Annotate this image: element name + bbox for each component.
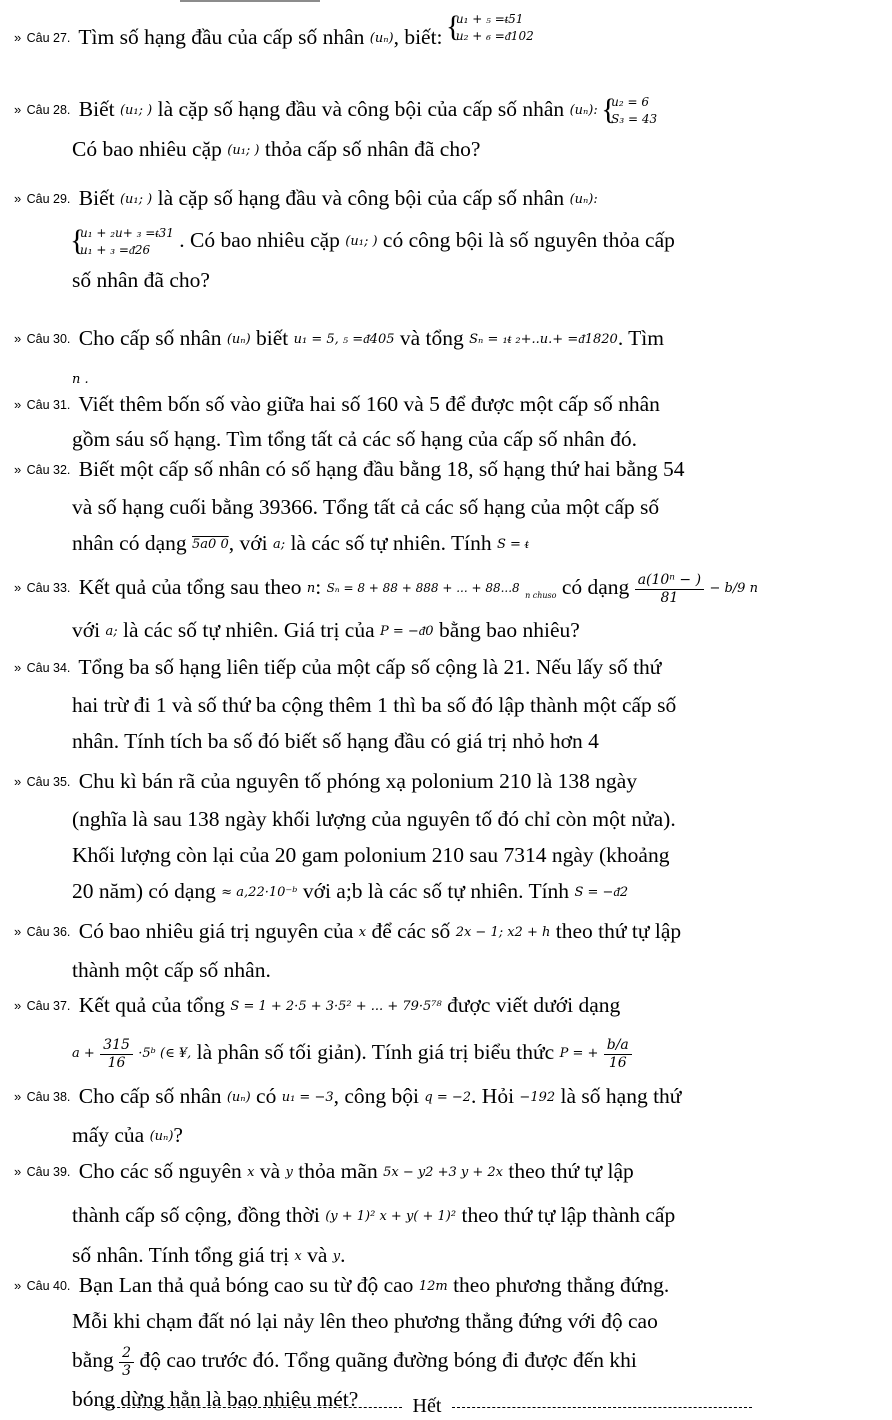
question-36 — [14, 912, 858, 988]
math-expr: x — [358, 925, 367, 940]
question-28 — [14, 90, 858, 170]
question-text: bóng dừng hẳn là bao nhiêu mét? — [72, 1387, 359, 1411]
math-expr: S = 1 + 2·5 + 3·5² + ... + 79·5⁷⁸ — [230, 999, 442, 1014]
fraction — [635, 572, 704, 607]
question-number: Câu 39. — [26, 1165, 71, 1179]
question-text: Kết quả của tổng sau theo — [78, 575, 302, 599]
bullet-icon: » — [14, 1278, 22, 1293]
equation-system — [448, 11, 534, 45]
question-text: với — [72, 618, 101, 642]
question-text: và — [307, 1243, 328, 1267]
question-number: Câu 32. — [26, 463, 71, 477]
math-expr: y — [285, 1165, 293, 1180]
cropped-heading-remnant — [180, 0, 320, 8]
question-27 — [14, 12, 858, 58]
math-expr: S = −ᵭ2 — [574, 885, 629, 900]
math-expr: (uₙ): — [569, 103, 598, 118]
question-number: Câu 34. — [26, 661, 71, 675]
math-expr: u₁ = −3 — [281, 1090, 334, 1105]
math-expr: −192 — [519, 1090, 556, 1105]
math-expr: P = −ᵭ0 — [380, 624, 434, 639]
math-subscript: n chuso — [525, 591, 557, 600]
question-32 — [14, 450, 858, 563]
math-expr: x — [294, 1249, 302, 1264]
question-text: được viết dưới dạng — [447, 993, 621, 1017]
question-text: có — [256, 1084, 277, 1108]
question-number: Câu 33. — [26, 581, 71, 595]
question-text: . Tìm — [617, 326, 665, 350]
math-expr: (u₁; ) — [227, 143, 260, 158]
math-expr: ·5ᵇ (∈ ¥, — [138, 1046, 192, 1061]
question-text: thành một cấp số nhân. — [72, 958, 271, 982]
question-text: Tổng ba số hạng liên tiếp của một cấp số cộng là 21. Nếu lấy số thứ — [78, 655, 662, 679]
math-expr: a; — [105, 624, 118, 639]
fraction-denominator: 16 — [608, 1054, 627, 1071]
question-text: Có bao nhiêu cặp — [72, 137, 222, 161]
question-text: thỏa cấp số nhân đã cho? — [264, 137, 481, 161]
question-text: số nhân. Tính tổng giá trị — [72, 1243, 289, 1267]
question-text: , với — [228, 531, 268, 555]
question-text: là cặp số hạng đầu và công bội của cấp số nhân — [157, 97, 565, 121]
bullet-icon: » — [14, 191, 22, 206]
math-expr: q = −2 — [424, 1090, 472, 1105]
question-number: Câu 38. — [26, 1090, 71, 1104]
question-text: là các số tự nhiên. Tính — [290, 531, 492, 555]
fraction — [604, 1037, 632, 1072]
math-expr: (u₁; ) — [345, 234, 378, 249]
math-expr: (uₙ) — [369, 31, 394, 46]
math-expr: a + — [72, 1046, 95, 1061]
question-text: Cho cấp số nhân — [78, 326, 222, 350]
question-text: Tìm số hạng đầu của cấp số nhân — [78, 25, 365, 49]
math-expr: u₁ = 5, ₅ =ᵭ405 — [293, 332, 395, 347]
question-number: Câu 27. — [26, 31, 71, 45]
math-expr: (u₁; ) — [119, 192, 153, 207]
math-expr: ≈ a,22·10⁻ᵇ — [221, 885, 298, 900]
question-text: (nghĩa là sau 138 ngày khối lượng của nguyên tố đó chỉ còn một nửa). — [72, 807, 676, 831]
fraction-denominator: 3 — [122, 1362, 132, 1379]
question-29 — [14, 179, 858, 299]
question-text: theo thứ tự lập thành cấp — [461, 1203, 676, 1227]
question-text: . — [340, 1243, 346, 1267]
bullet-icon: » — [14, 580, 22, 595]
math-expr: P = + — [559, 1046, 599, 1061]
bullet-icon: » — [14, 1164, 22, 1179]
bullet-icon: » — [14, 1089, 22, 1104]
question-text: có dạng — [561, 575, 630, 599]
bullet-icon: » — [14, 998, 22, 1013]
question-text: có công bội là số nguyên thỏa cấp — [382, 228, 675, 252]
question-number: Câu 31. — [26, 398, 71, 412]
math-expr: x — [247, 1165, 255, 1180]
question-text: Mỗi khi chạm đất nó lại nảy lên theo phương thẳng đứng với độ cao — [72, 1309, 658, 1333]
math-expr: − b/9 n — [709, 581, 758, 596]
math-expr: (uₙ) — [226, 332, 251, 347]
question-text: và tổng — [399, 326, 464, 350]
bullet-icon: » — [14, 924, 22, 939]
question-39 — [14, 1152, 858, 1272]
question-text: Có bao nhiêu giá trị nguyên của — [78, 919, 354, 943]
equation-line: S₃ = 43 — [611, 112, 658, 127]
question-38 — [14, 1077, 858, 1155]
math-expr: (u₁; ) — [119, 103, 153, 118]
question-text: : — [315, 575, 322, 599]
question-text: là số hạng thứ — [560, 1084, 682, 1108]
equation-line: u₁ + ₃ =ᵭ26 — [80, 243, 151, 258]
bullet-icon: » — [14, 102, 22, 117]
math-expr: y — [332, 1249, 341, 1264]
bullet-icon: » — [14, 30, 22, 45]
math-expr: Sₙ = 8 + 88 + 888 + ... + 88...8 — [326, 581, 520, 595]
math-expr: (uₙ) — [149, 1129, 174, 1144]
question-number: Câu 30. — [26, 332, 71, 346]
question-text: Kết quả của tổng — [78, 993, 226, 1017]
math-expr: 2x − 1; x2 + h — [455, 925, 551, 940]
math-expr: S = ᵵ — [496, 537, 529, 552]
math-expr: 12m — [418, 1279, 448, 1294]
equation-line: { u₁ + ₂u+ ₃ =ᵵ31 — [80, 226, 174, 241]
question-text: bằng — [72, 1348, 114, 1372]
question-text: nhân. Tính tích ba số đó biết số hạng đầu có giá trị nhỏ hơn 4 — [72, 729, 599, 753]
bullet-icon: » — [14, 774, 22, 789]
question-text: Khối lượng còn lại của 20 gam polonium 210 sau 7314 ngày (khoảng — [72, 843, 670, 867]
question-text: Cho các số nguyên — [78, 1159, 242, 1183]
question-31 — [14, 385, 858, 454]
equation-line: { u₂ = 6 — [611, 95, 649, 110]
bullet-icon: » — [14, 462, 22, 477]
question-35 — [14, 762, 858, 911]
question-34 — [14, 648, 858, 759]
question-text: là các số tự nhiên. Giá trị của — [122, 618, 375, 642]
fraction-numerator: 315 — [100, 1037, 133, 1055]
question-text: mấy của — [72, 1123, 145, 1147]
question-37 — [14, 986, 858, 1080]
question-text: ? — [173, 1123, 183, 1147]
fraction-numerator: 2 — [119, 1345, 134, 1363]
question-text: với a;b là các số tự nhiên. Tính — [302, 879, 570, 903]
question-text: là cặp số hạng đầu và công bội của cấp số nhân — [157, 186, 565, 210]
question-text: Biết — [78, 97, 115, 121]
question-text: thỏa mãn — [298, 1159, 378, 1183]
question-number: Câu 37. — [26, 999, 71, 1013]
question-text: bằng bao nhiêu? — [438, 618, 580, 642]
end-marker — [80, 1392, 774, 1420]
question-text: Viết thêm bốn số vào giữa hai số 160 và 5 để được một cấp số nhân — [78, 392, 660, 416]
question-text: là phân số tối giản). Tính giá trị biểu thức — [196, 1040, 555, 1064]
math-expr: (uₙ): — [569, 192, 598, 207]
math-expr: a; — [272, 537, 286, 552]
question-text: theo phương thẳng đứng. — [453, 1273, 670, 1297]
question-text: gồm sáu số hạng. Tìm tổng tất cả các số hạng của cấp số nhân đó. — [72, 427, 638, 451]
question-number: Câu 29. — [26, 192, 71, 206]
divider-line — [102, 1407, 402, 1408]
question-text: và số hạng cuối bằng 39366. Tổng tất cả các số hạng của một cấp số — [72, 495, 660, 519]
question-text: theo thứ tự lập — [555, 919, 682, 943]
math-expr: n — [306, 581, 316, 596]
question-text: độ cao trước đó. Tổng quãng đường bóng đi được đến khi — [139, 1348, 637, 1372]
bullet-icon: » — [14, 397, 22, 412]
question-text: Biết — [78, 186, 115, 210]
question-text: thành cấp số cộng, đồng thời — [72, 1203, 320, 1227]
math-expr: 5x − y2 +3 y + 2x — [383, 1165, 503, 1180]
equation-system — [72, 225, 174, 259]
question-text: Cho cấp số nhân — [78, 1084, 222, 1108]
question-text: , biết: — [393, 25, 443, 49]
bullet-icon: » — [14, 660, 22, 675]
question-text: . Có bao nhiêu cặp — [179, 228, 340, 252]
math-expr: n . — [72, 372, 89, 387]
fraction-denominator: 16 — [107, 1054, 126, 1071]
fraction-numerator: a(10ⁿ − ) — [635, 572, 704, 590]
end-label: Hết — [412, 1395, 442, 1417]
math-expr: (uₙ) — [226, 1090, 251, 1105]
question-text: . Hỏi — [471, 1084, 515, 1108]
divider-line — [452, 1407, 752, 1408]
fraction-denominator: 81 — [660, 589, 679, 606]
math-expr: Sₙ = ₁ᵵ ₂+..u.+ =ᵭ1820 — [469, 332, 618, 347]
question-number: Câu 40. — [26, 1279, 71, 1293]
question-text: Biết một cấp số nhân có số hạng đầu bằng 18, số hạng thứ hai bằng 54 — [78, 457, 685, 481]
question-text: và — [259, 1159, 281, 1183]
question-text: Bạn Lan thả quả bóng cao su từ độ cao — [78, 1273, 414, 1297]
question-number: Câu 28. — [26, 103, 71, 117]
fraction — [119, 1345, 134, 1380]
bullet-icon: » — [14, 331, 22, 346]
math-expr: (y + 1)² x + y( + 1)² — [325, 1209, 457, 1224]
question-number: Câu 35. — [26, 775, 71, 789]
question-text: hai trừ đi 1 và số thứ ba cộng thêm 1 thì ba số đó lập thành một cấp số — [72, 693, 677, 717]
fraction — [100, 1037, 133, 1072]
question-text: Chu kì bán rã của nguyên tố phóng xạ polonium 210 là 138 ngày — [78, 769, 638, 793]
equation-line: { u₁ + ₅ =ᵵ51 — [455, 12, 524, 27]
question-text: để các số — [371, 919, 451, 943]
question-text: theo thứ tự lập — [508, 1159, 634, 1183]
question-number: Câu 36. — [26, 925, 71, 939]
equation-system — [603, 94, 657, 128]
equation-line: u₂ + ₆ =ᵭ102 — [455, 29, 534, 44]
question-text: nhân có dạng — [72, 531, 187, 555]
question-33 — [14, 568, 858, 647]
question-text: số nhân đã cho? — [72, 268, 210, 292]
math-expr: 5a0 0 — [192, 537, 229, 552]
question-text: 20 năm) có dạng — [72, 879, 216, 903]
question-text: biết — [256, 326, 289, 350]
fraction-numerator: b/a — [604, 1037, 632, 1055]
question-text: , công bội — [333, 1084, 420, 1108]
